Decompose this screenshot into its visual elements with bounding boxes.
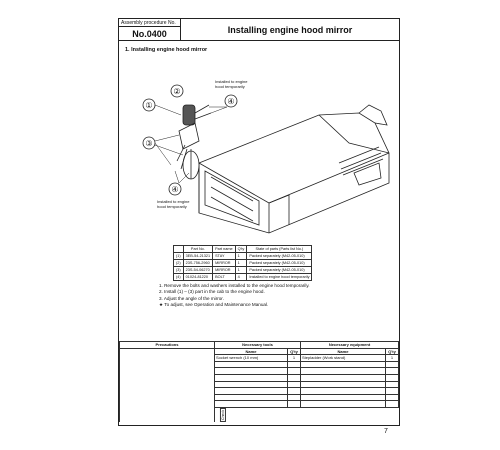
callout-2: ② (173, 87, 181, 96)
parts-col-qty: Q'ty (235, 246, 247, 253)
cell: MIRROR (213, 260, 236, 267)
section-title: 1. Installing engine hood mirror (125, 47, 208, 53)
equip-name: Stepladder (Work stand) (301, 355, 386, 362)
table-row (174, 260, 312, 267)
cell: 23S-54-06270 (183, 267, 213, 274)
cell: Installed to engine hood temporarily (247, 274, 312, 281)
mirror-parts (177, 105, 211, 179)
parts-col-partno: Part No. (183, 246, 213, 253)
cell: (3) (174, 267, 184, 274)
cell: STAY (213, 253, 236, 260)
callout-4-top: ④ (227, 97, 235, 106)
page-number: 7 (384, 428, 388, 435)
procedure-label: Assembly procedure No. (119, 19, 180, 27)
cell: 4 (235, 274, 247, 281)
requirements-table (119, 341, 399, 422)
cell: MIRROR (213, 267, 236, 274)
parts-table-header (174, 246, 312, 253)
table-row (174, 267, 312, 274)
check-label: Check (220, 409, 225, 420)
procedure-box (119, 19, 181, 41)
cell: (2) (174, 260, 184, 267)
parts-col-index (174, 246, 184, 253)
cell: 1 (235, 267, 247, 274)
tools-qty-col: Q'ty (288, 348, 301, 355)
precautions-cell (120, 348, 215, 422)
callout-1: ① (145, 101, 153, 110)
engine-hood-drawing (199, 105, 389, 233)
equipment-header: Necessary equipment (301, 342, 399, 349)
table-row (174, 253, 312, 260)
parts-table (173, 245, 312, 281)
cell: Packed separately (M42-05-010) (247, 260, 312, 267)
note-top-line1: Installed to engine (215, 79, 248, 84)
parts-col-state: State of parts (Parts list No.) (247, 246, 312, 253)
cell: Packed separately (M42-05-010) (247, 253, 312, 260)
note-bottom-line1: Installed to engine (157, 199, 190, 204)
requirements-section (119, 341, 399, 425)
tools-name-col: Name (215, 348, 288, 355)
cell: (1) (174, 253, 184, 260)
cell: 01024-81220 (183, 274, 213, 281)
step-2: 2. Install (1) – (3) part in the cab to the engine hood. (159, 289, 265, 295)
note-top-line2: hood temporarily (215, 84, 245, 89)
cell: Packed separately (M42-05-010) (247, 267, 312, 274)
callout-3: ③ (145, 139, 153, 148)
document-page (118, 18, 400, 426)
equip-qty-col: Q'ty (386, 348, 399, 355)
step-3: 3. Adjust the angle of the mirror. (159, 295, 224, 301)
procedure-number: No.0400 (132, 29, 167, 39)
tool-qty: 1 (288, 355, 301, 362)
cell: BOLT (213, 274, 236, 281)
mirror-upper (183, 105, 195, 125)
callout-4-bottom: ④ (171, 185, 179, 194)
procedure-steps (159, 283, 310, 309)
page-title: Installing engine hood mirror (181, 19, 399, 41)
cell: 3EB-54-21321 (183, 253, 213, 260)
cell: 1 (235, 260, 247, 267)
engine-hood-diagram (119, 53, 399, 238)
step-1: 1. Remove the bolts and washers installed to the engine hood temporarily. (159, 283, 310, 288)
note-bottom-line2: hood temporarily (157, 204, 187, 209)
tool-name: Socket wrench (10 mm) (215, 355, 288, 362)
precautions-header: Precautions (120, 342, 215, 349)
cell: 23S-756-2960 (183, 260, 213, 267)
cell: (4) (174, 274, 184, 281)
cell: 1 (235, 253, 247, 260)
parts-col-name: Part name (213, 246, 236, 253)
equip-name-col: Name (301, 348, 386, 355)
tools-header: Necessary tools (215, 342, 301, 349)
step-3-note: ★ To adjust, see Operation and Maintenance Manual. (159, 302, 269, 308)
equip-qty: 1 (386, 355, 399, 362)
table-row (174, 274, 312, 281)
